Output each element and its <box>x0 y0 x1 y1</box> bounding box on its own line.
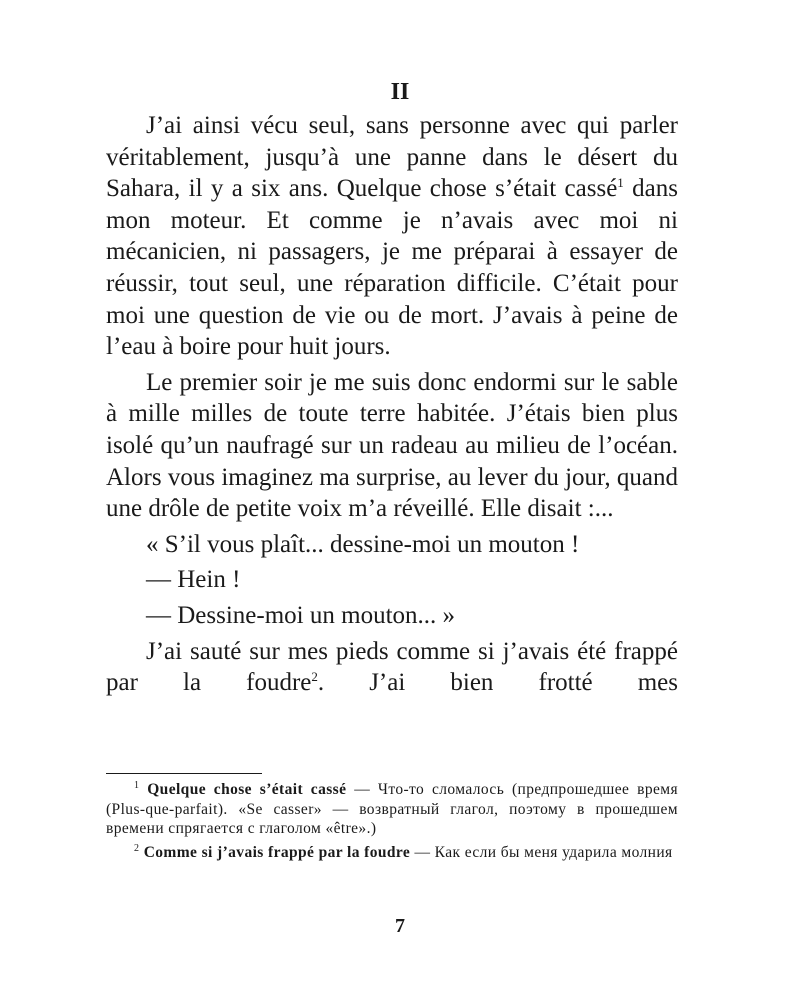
paragraph-3 <box>106 636 678 699</box>
paragraph-2: Le premier soir je me suis donc endormi sur le sable à mille milles de toute terre habitée. J’étais bien plus isolé qu’un naufragé sur un radeau au milieu de l’océan. Alors vous imaginez ma surprise, au lever du jour, quand une drôle de petite voix m’a réveillé. Elle disait :... <box>106 368 678 523</box>
footnote-2-translation: — Как если бы меня ударила молния <box>410 843 673 861</box>
footnote-1 <box>106 780 678 839</box>
footnote-ref-1[interactable]: 1 <box>617 175 624 191</box>
footnote-1-translation: — Что-то сломалось (предпрошедшее время (Plus-que-parfait). «Se casser» — возвратный глагол, поэтому в прошедшем времени спрягается с глаголом «être».) <box>106 781 678 837</box>
footnote-1-number: 1 <box>134 780 140 791</box>
chapter-heading: II <box>390 79 410 105</box>
footnote-2-number: 2 <box>134 842 140 854</box>
footnote-1-term: Quelque chose s’était cassé <box>147 781 347 798</box>
paragraph-1 <box>106 110 678 363</box>
dialogue-line-2: — Hein ! <box>146 566 241 594</box>
main-text <box>106 110 678 703</box>
footnote-ref-2[interactable]: 2 <box>311 669 318 685</box>
dialogue-line-1: « S’il vous plaît... dessine-moi un mouton ! <box>146 530 580 558</box>
footnote-2-term: Comme si j’avais frappé par la foudre <box>143 843 411 861</box>
footnote-2 <box>106 843 678 863</box>
paragraph-1-text-a: J’ai ainsi vécu seul, sans personne avec qui parler véritablement, jusqu’à une panne dans le désert du Sahara, il y a six ans. Quelque chose s’était cassé <box>106 112 678 203</box>
footnote-divider <box>106 773 262 774</box>
page-number: 7 <box>395 915 405 937</box>
dialogue-line-3: — Dessine-moi un mouton... » <box>146 601 456 629</box>
paragraph-3-text-b: . J’ai bien frotté mes <box>317 669 678 697</box>
footnotes <box>106 780 678 866</box>
paragraph-3-text-a: J’ai sauté sur mes pieds comme si j’avais été frappé par la foudre <box>106 637 678 697</box>
paragraph-1-text-b: dans mon moteur. Et comme je n’avais avec moi ni mécanicien, ni passagers, je me préparai à essayer de réussir, tout seul, une réparation difficile. C’était pour moi une question de vie ou de mort. J’avais à peine de l’eau à boire pour huit jours. <box>106 175 678 361</box>
